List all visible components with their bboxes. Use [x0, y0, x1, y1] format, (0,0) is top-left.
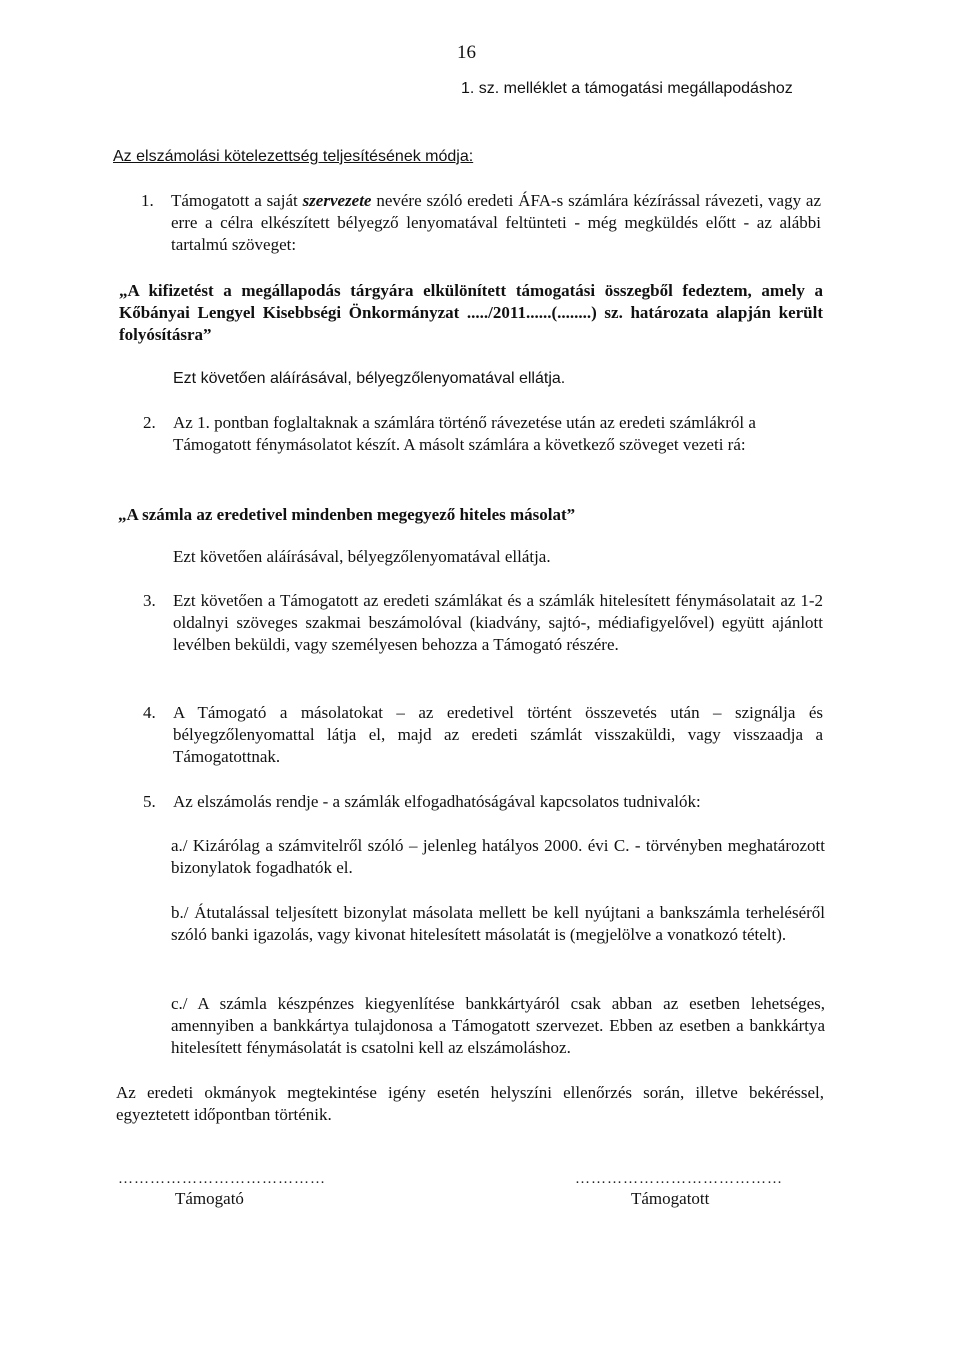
item-1-text-after: nevére szóló eredeti ÁFA-s számlára kézírással rávezeti, vagy az erre a célra elkészített bélyegző lenyomatával feltünteti - még megküldés előtt - az alábbi tartalmú szöveget: — [171, 191, 821, 254]
section-heading: Az elszámolási kötelezettség teljesítésének módja: — [113, 148, 474, 165]
item-3-text: Ezt követően a Támogatott az eredeti számlákat és a számlák hitelesített fénymásolatait az 1-2 oldalnyi szöveges szakmai beszámolóval (kiadvány, sajtó-, médiafigyelővel) együtt ajánlott levélben beküldi, vagy személyesen behozza a Támogató részére. — [173, 591, 823, 654]
signature-label-left: Támogató — [175, 1189, 244, 1208]
item-1-text — [171, 190, 821, 256]
item-2-note: Ezt követően aláírásával, bélyegzőlenyomatával ellátja. — [173, 547, 551, 566]
page-number: 16 — [457, 42, 476, 63]
item-3-number: 3. — [143, 591, 156, 610]
item-2-number: 2. — [143, 413, 156, 432]
item-5-subitem-c: c./ A számla készpénzes kiegyenlítése bankkártyáról csak abban az esetben lehetséges, amennyiben a bankkártya tulajdonosa a Támogatott szervezet. Ebben az esetben a bankkártya hitelesített fénymásolatát is csatolni kell az elszámoláshoz. — [171, 994, 825, 1057]
closing-paragraph: Az eredeti okmányok megtekintése igény esetén helyszíni ellenőrzés során, illetve bekéréssel, egyeztetett időpontban történik. — [116, 1083, 824, 1124]
item-5-number: 5. — [143, 792, 156, 811]
item-1-number: 1. — [141, 191, 154, 210]
item-1-quote: „A kifizetést a megállapodás tárgyára elkülönített támogatási összegből fedeztem, amely a Kőbányai Lengyel Kisebbségi Önkormányzat ...../2011......(........) sz. határozata alapján került folyósításra” — [119, 281, 823, 344]
item-2-text: Az 1. pontban foglaltaknak a számlára történő rávezetése után az eredeti számlákról a Támogatott fénymásolatot készít. A másolt számlára a következő szöveget vezeti rá: — [173, 413, 756, 454]
item-1-emphasis: szervezete — [302, 191, 372, 210]
item-1-note: Ezt követően aláírásával, bélyegzőlenyomatával ellátja. — [173, 370, 566, 387]
item-1-text-before: Támogatott a saját — [171, 191, 303, 210]
signature-line-left: ………………………………… — [118, 1171, 326, 1187]
annex-title: 1. sz. melléklet a támogatási megállapodáshoz — [461, 80, 793, 97]
item-4-number: 4. — [143, 703, 156, 722]
item-5-subitem-a: a./ Kizárólag a számvitelről szóló – jelenleg hatályos 2000. évi C. - törvényben meghatározott bizonylatok fogadhatók el. — [171, 836, 825, 877]
item-5-text: Az elszámolás rendje - a számlák elfogadhatóságával kapcsolatos tudnivalók: — [173, 792, 701, 811]
signature-label-right: Támogatott — [631, 1189, 710, 1208]
item-5-subitem-b: b./ Átutalással teljesített bizonylat másolata mellett be kell nyújtani a bankszámla terheléséről szóló banki igazolás, vagy kivonat hitelesített másolatát is (megjelölve a vonatkozó tételt). — [171, 903, 825, 944]
signature-line-right: ………………………………… — [575, 1171, 783, 1187]
item-4-text: A Támogató a másolatokat – az eredetivel történt összevetés után – szignálja és bélyegzőlenyomattal látja el, majd az eredeti számlát visszaküldi, vagy visszaadja a Támogatottnak. — [173, 703, 823, 766]
item-2-quote: „A számla az eredetivel mindenben megegyező hiteles másolat” — [118, 505, 576, 524]
